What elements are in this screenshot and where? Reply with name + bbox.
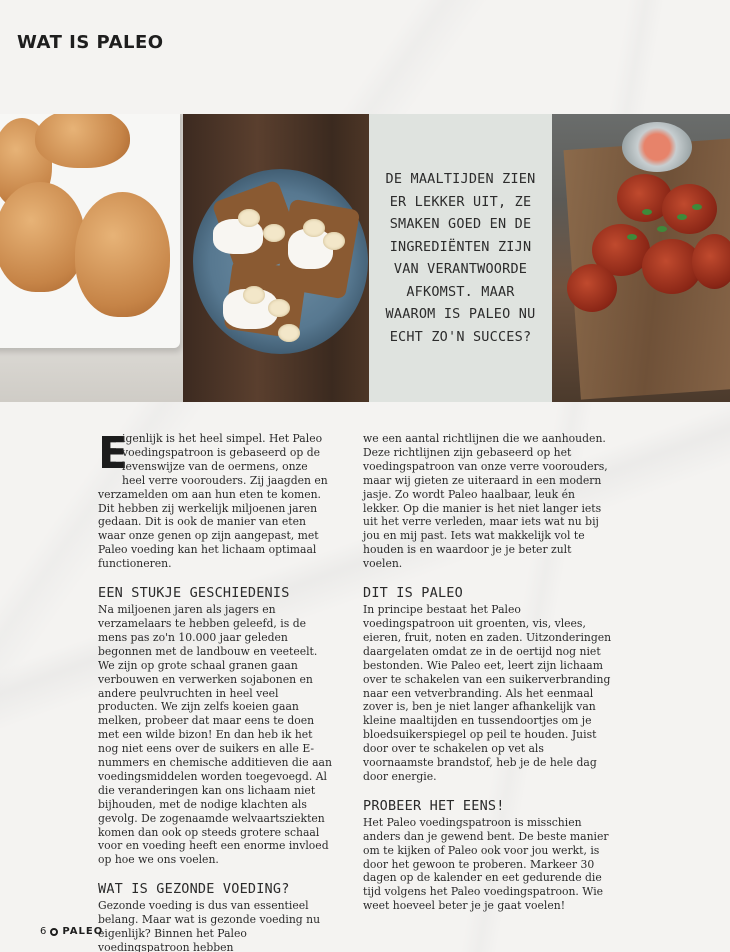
section-body-try-it: Het Paleo voedingspatroon is misschien anders dan je gewend bent. De beste manier om te kijken of Paleo ook voor jou werkt, is door het gewoon te proberen. Markeer 30 dagen op de kalender en eet gedurende die tijd volgens het Paleo voedingspatroon. Wie weet hoeveel beter je je gaat voelen! — [363, 815, 609, 913]
section-heading-history: EEN STUKJE GESCHIEDENIS — [98, 585, 290, 602]
page-title: WAT IS PALEO — [17, 32, 164, 53]
intro-text: igenlijk is het heel simpel. Het Paleo voedingspatroon is gebaseerd op de levenswijze van de oermens, onze heel verre voorouders. Zij jaagden en verzamelden om aan hun eten te komen. Dit hebben zij werkelijk miljoenen jaren gedaan. Dit is ook de manier van eten waar onze genen op zijn aangepast, met Paleo voeding kan het lichaam optimaal functioneren. — [98, 432, 328, 571]
brand-circle-icon — [50, 928, 58, 936]
section-body-this-is-paleo: In principe bestaat het Paleo voedingspatroon uit groenten, vis, vlees, eieren, fruit, noten en zaden. Uitzonderingen daargelaten omdat ze in de oertijd nog niet bestonden. Wie Paleo eet, leert zijn lichaam over te schakelen van een suikerverbranding naar een vetverbranding. Als het eenmaal zover is, ben je niet langer afhankelijk van kleine maaltijden en tussendoortjes om je bloedsuikerspiegel op peil te houden. Juist door over te schakelen op vet als voornaamste brandstof, heb je de hele dag door energie. — [363, 603, 612, 783]
fritters-photo — [552, 114, 730, 402]
footer-brand: PALEO — [62, 926, 104, 937]
photo-strip — [0, 114, 730, 402]
pull-quote: DE MAALTIJDEN ZIEN ER LEKKER UIT, ZE SMAKEN GOED EN DE INGREDIËNTEN ZIJN VAN VERANTWOORDE AFKOMST. MAAR WAAROM IS PALEO NU ECHT ZO'N SUCCES? — [385, 171, 536, 345]
page-footer — [40, 926, 103, 937]
intro-paragraph — [98, 428, 334, 571]
article-right-column — [363, 432, 613, 927]
section-body-healthy-food: Gezonde voeding is dus van essentieel belang. Maar wat is gezonde voeding nu eigenlijk? Binnen het Paleo voedingspatroon hebben — [98, 899, 321, 952]
quote-panel — [369, 114, 552, 402]
section-heading-try-it: PROBEER HET EENS! — [363, 797, 505, 814]
section-heading-this-is-paleo: DIT IS PALEO — [363, 585, 463, 602]
section-heading-healthy-food: WAT IS GEZONDE VOEDING? — [98, 881, 290, 898]
drop-cap: E — [98, 434, 116, 486]
right-intro-paragraph: we een aantal richtlijnen die we aanhouden. Deze richtlijnen zijn gebaseerd op het voedingspatroon van onze verre voorouders, maar wij gieten ze uiteraard in een modern jasje. Zo wordt Paleo haalbaar, leuk én lekker. Op die manier is het niet langer iets uit het verre verleden, maar iets wat nu bij jou en mij past. Iets wat makkelijk vol te houden is en waardoor je je beter zult voelen. — [363, 432, 608, 571]
madeleines-photo — [0, 114, 183, 402]
page-number: 6 — [40, 926, 47, 937]
banana-toast-photo — [183, 114, 369, 402]
section-body-history: Na miljoenen jaren als jagers en verzamelaars te hebben geleefd, is de mens pas zo'n 10.000 jaar geleden begonnen met de landbouw en veeteelt. We zijn op grote schaal granen gaan verbouwen en verwerken sojabonen en andere peulvruchten in heel veel producten. We zijn zelfs koeien gaan melken, probeer dat maar eens te doen met een wilde bizon! En dan heb ik het nog niet eens over de suikers en alle E-nummers en chemische additieven die aan voedingsmiddelen worden toegevoegd. Al die veranderingen kan ons lichaam niet bijhouden, met de nodige klachten als gevolg. De zogenaamde welvaartsziekten komen dan ook op steeds grotere schaal voor en voeding heeft een enorme invloed op hoe we ons voelen. — [98, 603, 332, 867]
article-left-column — [98, 428, 334, 952]
